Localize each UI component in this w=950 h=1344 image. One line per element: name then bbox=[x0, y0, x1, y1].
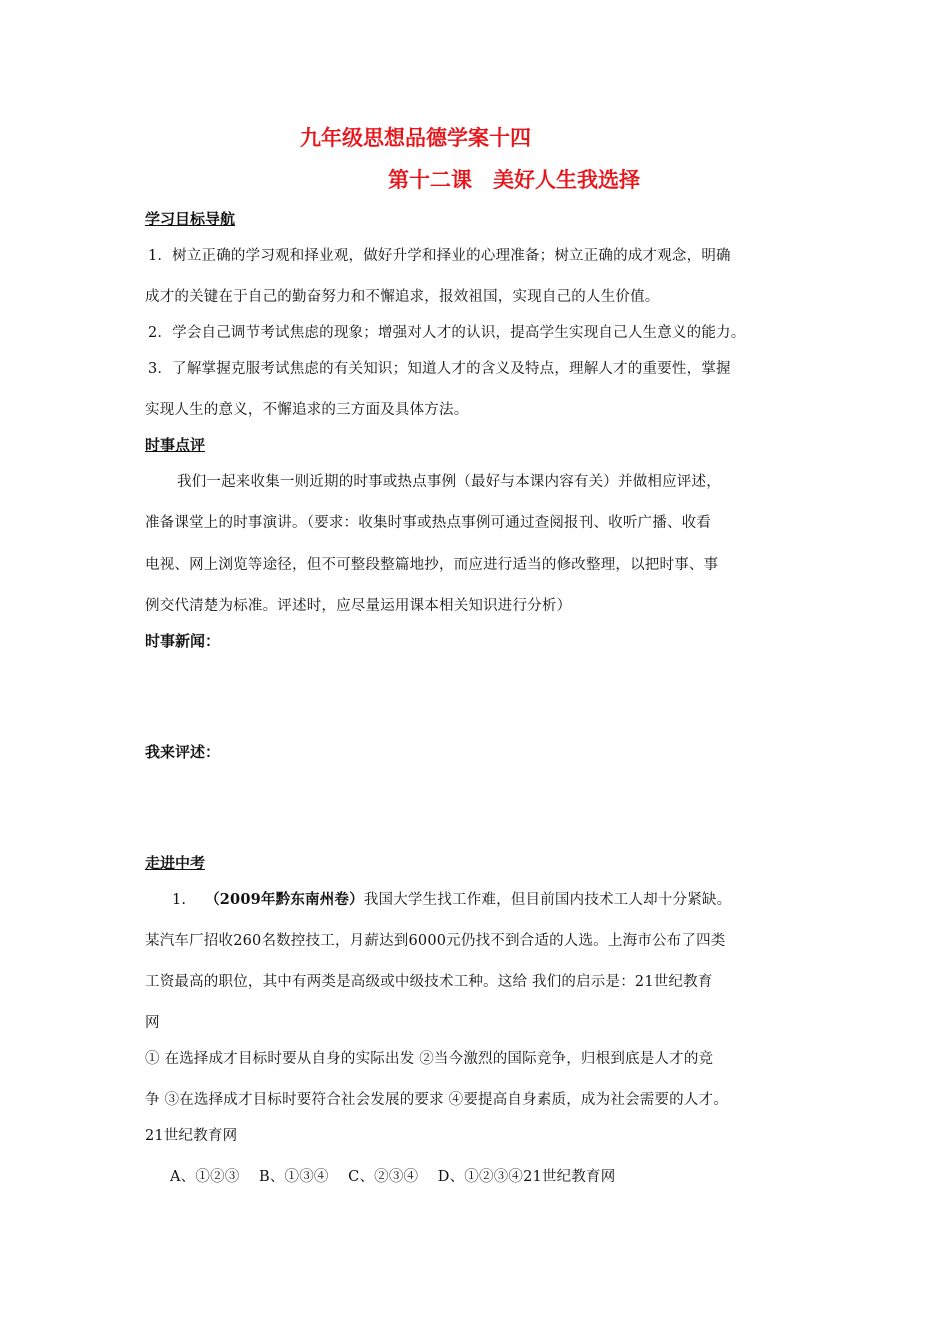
news-review-line: 电视、网上浏览等途径，但不可整段整篇地抄，而应进行适当的修改整理，以把时事、事 bbox=[145, 557, 719, 573]
question-source: （2009年黔东南州卷） bbox=[205, 891, 364, 908]
news-review-heading: 时事点评 bbox=[145, 436, 206, 454]
news-review-line: 准备课堂上的时事演讲。（要求：收集时事或热点事例可通过查阅报刊、收听广播、收看 bbox=[145, 515, 712, 531]
goals-line: 实现人生的意义，不懈追求的三方面及具体方法。 bbox=[145, 402, 469, 418]
question-line: 网 bbox=[145, 1015, 160, 1031]
question-1-first-line bbox=[172, 888, 731, 909]
news-review-line: 例交代清楚为标准。评述时，应尽量运用课本相关知识进行分析） bbox=[145, 598, 572, 614]
answer-options: A、①②③ B、①③④ C、②③④ D、①②③④21世纪教育网 bbox=[170, 1169, 616, 1185]
news-review-line: 我们一起来收集一则近期的时事或热点事例（最好与本课内容有关）并做相应评述， bbox=[177, 474, 721, 490]
exam-heading: 走进中考 bbox=[145, 854, 206, 872]
goals-heading: 学习目标导航 bbox=[145, 210, 236, 228]
comment-label: 我来评述： bbox=[145, 743, 221, 761]
lesson-title: 第十二课 美好人生我选择 bbox=[388, 168, 640, 192]
goals-line: 2．学会自己调节考试焦虑的现象；增强对人才的认识，提高学生实现自己人生意义的能力。 bbox=[148, 325, 746, 341]
question-line: 21世纪教育网 bbox=[145, 1128, 238, 1144]
question-line: 某汽车厂招收260名数控技工，月薪达到6000元仍找不到合适的人选。上海市公布了四类 bbox=[145, 933, 726, 949]
question-line: 争 ③在选择成才目标时要符合社会发展的要求 ④要提高自身素质，成为社会需要的人才。 bbox=[145, 1092, 728, 1108]
goals-line: 成才的关键在于自己的勤奋努力和不懈追求，报效祖国，实现自己的人生价值。 bbox=[145, 289, 660, 305]
question-line: 工资最高的职位，其中有两类是高级或中级技术工种。这给 我们的启示是：21世纪教育 bbox=[145, 974, 713, 990]
question-number: 1. bbox=[172, 892, 187, 908]
document-title: 九年级思想品德学案十四 bbox=[300, 126, 531, 150]
goals-line: 3．了解掌握克服考试焦虑的有关知识；知道人才的含义及特点，理解人才的重要性，掌握 bbox=[148, 361, 731, 377]
goals-line: 1．树立正确的学习观和择业观，做好升学和择业的心理准备；树立正确的成才观念，明确 bbox=[148, 248, 731, 264]
question-line: ① 在选择成才目标时要从自身的实际出发 ②当今激烈的国际竞争，归根到底是人才的竞 bbox=[145, 1051, 714, 1067]
news-label: 时事新闻： bbox=[145, 632, 221, 650]
question-text: 我国大学生找工作难，但目前国内技术工人却十分紧缺。 bbox=[363, 892, 732, 908]
